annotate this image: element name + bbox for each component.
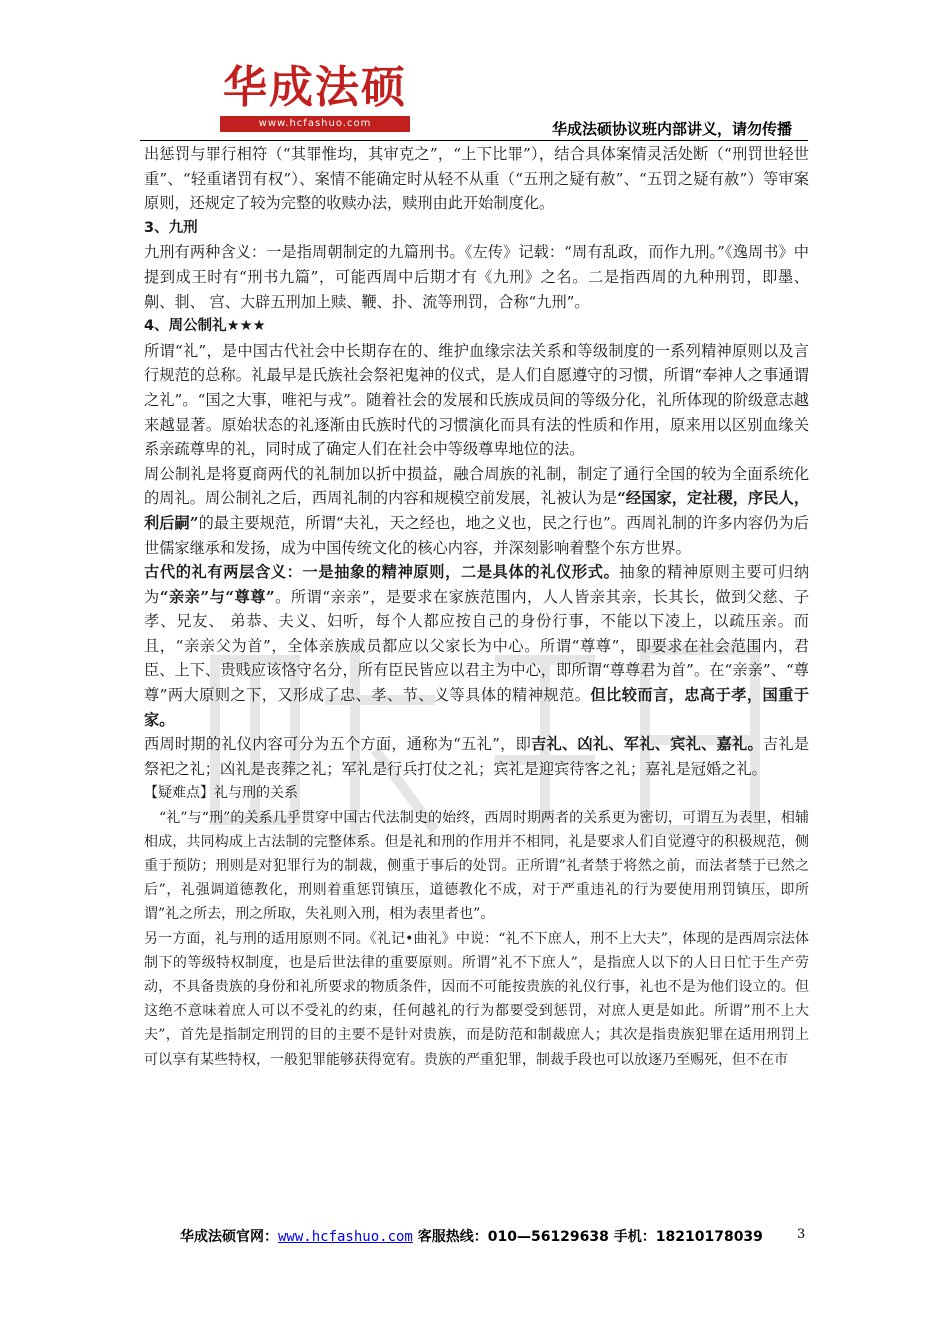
text: 吉礼是祭祀之礼；凶礼是丧葬之礼；军礼是行兵打仗之礼；宾礼是迎宾待客之礼；嘉礼是冠婚之礼。 [144, 735, 810, 778]
header-divider [140, 140, 808, 141]
paragraph-trial-principles: 出惩罚与罪行相符（“其罪惟均，其审克之”，“上下比罪”），结合具体案情灵活处断（“刑罚世轻世重”、“轻重诸罚有权”）、案情不能确定时从轻不从重（“五刑之疑有赦”、“五罚之疑有赦”）等审案原则，还规定了较为完整的收赎办法，赎刑由此开始制度化。 [144, 145, 809, 213]
paragraph-nine-punishments: 九刑有两种含义：一是指周朝制定的九篇刑书。《左传》记载：“周有乱政，而作九刑。”《逸周书》中提到成王时有“刑书九篇”，可能西周中后期才有《九刑》之名。二是指西周的九种刑罚，即墨、劓、剕、 宫、大辟五刑加上赎、鞭、扑、流等刑罚，合称“九刑”。 [144, 243, 809, 311]
emphasis-text: “经国家，定社稷，序民人，利后嗣” [144, 489, 810, 532]
emphasis-text: 吉礼、凶礼、军礼、宾礼、嘉礼。 [531, 735, 763, 754]
emphasis-text: 古代的礼有两层含义：一是抽象的精神原则，二是具体的礼仪形式。 [144, 563, 620, 582]
paragraph-li-definition: 所谓“礼”，是中国古代社会中长期存在的、维护血缘宗法关系和等级制度的一系列精神原则以及言行规范的总称。礼最早是氏族社会祭祀鬼神的仪式，是人们自愿遵守的习惯，所谓“奉神人之事通谓之礼”。“国之大事，唯祀与戎”。随着社会的发展和氏族成员间的等级分化，礼所体现的阶级意志越来越显著。原始状态的礼逐渐由氏族时代的习惯演化而具有法的性质和作用，原来用以区别血缘关系亲疏尊卑的礼，同时成了确定人们在社会中等级尊卑地位的法。 [144, 341, 809, 459]
text: 西周时期的礼仪内容可分为五个方面，通称为“五礼”，即 [144, 735, 532, 754]
logo [215, 62, 415, 132]
footer-hotline: 客服热线：010—56129638 手机：18210178039 [412, 1229, 763, 1245]
text: 抽象的精神原则主要可归纳为 [144, 563, 810, 606]
footer-site-link[interactable]: www.hcfashuo.com [278, 1229, 413, 1245]
paragraph-li-xing-relation: “礼”与“刑”的关系几乎贯穿中国古代法制史的始终，西周时期两者的关系更为密切，可谓互为表里，相辅相成，共同构成上古法制的完整体系。但是礼和刑的作用并不相同，礼是要求人们自觉遵守的积极规范，侧重于预防；刑则是对犯罪行为的制裁，侧重于事后的处罚。正所谓”礼者禁于将然之前，而法者禁于已然之后”，礼强调道德教化，刑则着重惩罚镇压，道德教化不成，对于严重违礼的行为要使用刑罚镇压，即所谓”礼之所去，刑之所取，失礼则入刑，相为表里者也”。 [144, 809, 809, 923]
emphasis-text: 但比较而言，忠高于孝，国重于家。 [144, 686, 810, 729]
paragraph-application-principles: 另一方面，礼与刑的适用原则不同。《礼记•曲礼》中说：“礼不下庶人，刑不上大夫”，体现的是西周宗法体制下的等级特权制度，也是后世法律的重要原则。所谓”礼不下庶人”，是指庶人以下的人日日忙于生产劳动，不具备贵族的身份和礼所要求的物质条件，因而不可能按贵族的礼仪行事，礼也不是为他们设立的。但这绝不意味着庶人可以不受礼的约束，任何越礼的行为都要受到惩罚，对庶人更是如此。所谓”刑不上大夫”，首先是指制定刑罚的目的主要不是针对贵族，而是防范和制裁庶人；其次是指贵族犯罪在适用刑罚上可以享有某些特权，一般犯罪能够获得宽宥。贵族的严重犯罪，制裁手段也可以放逐乃至赐死，但不在市 [144, 930, 809, 1068]
section-heading-zhou-rites: 4、周公制礼★★★ [144, 318, 266, 335]
footer-site-label: 华成法硕官网： [180, 1229, 278, 1245]
emphasis-text: “亲亲”与“尊尊” [159, 587, 275, 606]
footer [180, 1226, 763, 1246]
text: 。所谓“亲亲”，是要求在家族范围内，人人皆亲其亲，长其长，做到父慈、子孝、兄友、 弟恭、夫义、妇听，每个人都应按自己的身份行事，不能以下凌上，以疏压亲。而且，“亲亲父为首”，全体亲族成员都应以父家长为中心。所谓“尊尊”，即要求在社会范围内，君臣、上下、贵贱应该恪守名分，所有臣民皆应以君主为中心，即所谓“尊尊君为首”。在“亲亲”、“尊尊”两大原则之下，又形成了忠、孝、节、义等具体的精神规范。 [144, 587, 810, 705]
logo-url: www.hcfashuo.com [220, 116, 410, 132]
text: 周公制礼是将夏商两代的礼制加以折中损益，融合周族的礼制，制定了通行全国的较为全面系统化的周礼。周公制礼之后，西周礼制的内容和规模空前发展，礼被认为是 [144, 464, 809, 508]
text: 的最主要规范，所谓“夫礼，天之经也，地之义也，民之行也”。西周礼制的许多内容仍为后世儒家继承和发扬，成为中国传统文化的核心内容，并深刻影响着整个东方世界。 [144, 513, 809, 557]
paragraph-two-meanings [144, 560, 809, 732]
difficulty-label: 【疑难点】礼与刑的关系 [144, 785, 298, 802]
logo-title: 华成法硕 [223, 62, 407, 113]
header-note: 华成法硕协议班内部讲义，请勿传播 [551, 120, 792, 138]
paragraph-duke-zhou-rites [144, 462, 809, 560]
section-heading-nine-punishments: 3、九刑 [144, 219, 198, 236]
page-number: 3 [797, 1227, 806, 1242]
lecture-content [144, 142, 809, 1072]
paragraph-five-rites [144, 732, 809, 781]
